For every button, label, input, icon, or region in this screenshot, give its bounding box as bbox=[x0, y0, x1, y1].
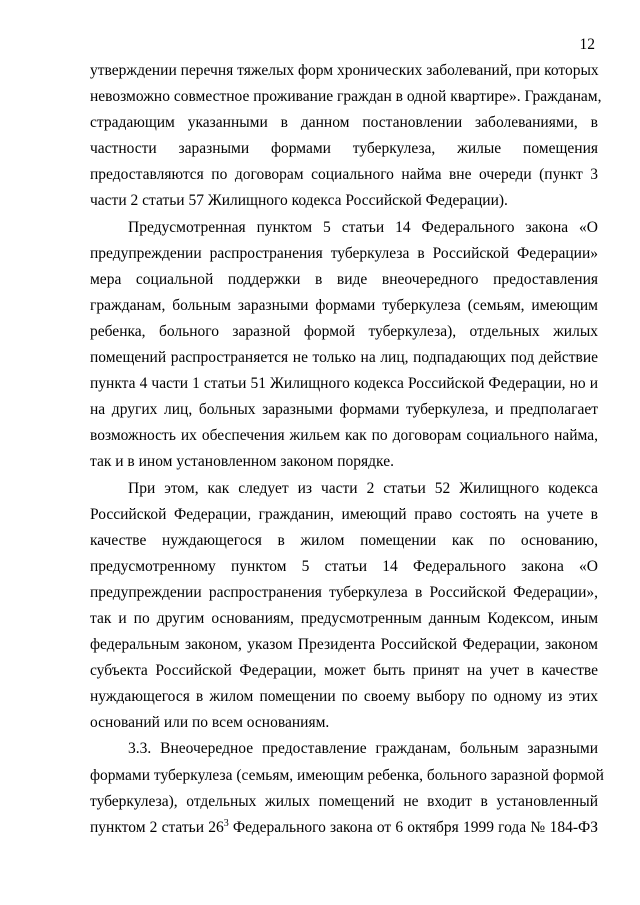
text-line: невозможно совместное проживание граждан в одной квартире». Гражданам, bbox=[90, 88, 602, 106]
text-line: субъекта Российской Федерации, может быть принят на учет в качестве bbox=[90, 662, 598, 680]
text-line: ребенка, больного заразной формой туберкулеза), отдельных жилых bbox=[90, 322, 598, 340]
text-line: части 2 статьи 57 Жилищного кодекса Российской Федерации). bbox=[90, 192, 508, 210]
text-fragment: пунктом 2 статьи 26 bbox=[90, 818, 224, 836]
text-line: помещений распространяется не только на лиц, подпадающих под действие bbox=[90, 349, 598, 367]
text-line: на других лиц, больных заразными формами туберкулеза, и предполагает bbox=[90, 401, 598, 419]
text-line: предоставляются по договорам социального найма вне очереди (пункт 3 bbox=[90, 166, 598, 184]
text-line: утверждении перечня тяжелых форм хронических заболеваний, при которых bbox=[90, 62, 599, 79]
text-line: Российской Федерации, гражданин, имеющий право состоять на учете в bbox=[90, 505, 598, 523]
text-line: оснований или по всем основаниям. bbox=[90, 714, 330, 732]
text-fragment: Федерального закона от 6 октября 1999 года № 184-ФЗ bbox=[228, 818, 598, 836]
text-line: мера социальной поддержки в виде внеочередного предоставления bbox=[90, 270, 598, 288]
text-line: При этом, как следует из части 2 статьи 52 Жилищного кодекса bbox=[128, 479, 598, 497]
text-line: страдающим указанными в данном постановлении заболеваниями, в bbox=[90, 114, 598, 132]
text-line: пункта 4 части 1 статьи 51 Жилищного кодекса Российской Федерации, но и bbox=[90, 375, 598, 393]
text-line: предусмотренному пунктом 5 статьи 14 Федерального закона «О bbox=[90, 557, 598, 575]
text-line: гражданам, больным заразными формами туберкулеза (семьям, имеющим bbox=[90, 296, 598, 314]
text-line bbox=[90, 815, 598, 841]
paragraph bbox=[90, 476, 598, 737]
article-superscript: 3 bbox=[223, 817, 229, 829]
text-line: формами туберкулеза (семьям, имеющим ребенка, больного заразной формой bbox=[90, 766, 604, 784]
page-number: 12 bbox=[579, 36, 595, 53]
text-line: возможность их обеспечения жильем как по договорам социального найма, bbox=[90, 427, 598, 445]
text-line: предупреждении распространения туберкулеза в Российской Федерации» bbox=[90, 244, 598, 262]
text-line: федеральным законом, указом Президента Российской Федерации, законом bbox=[90, 636, 598, 654]
text-line: качестве нуждающегося в жилом помещении как по основанию, bbox=[90, 531, 598, 549]
paragraph bbox=[90, 58, 602, 215]
text-line: частности заразными формами туберкулеза, жилые помещения bbox=[90, 140, 598, 158]
text-line: туберкулеза), отдельных жилых помещений не входит в установленный bbox=[90, 792, 598, 810]
text-line: нуждающегося в жилом помещении по своему выбору по одному из этих bbox=[90, 688, 598, 706]
document-body bbox=[90, 58, 604, 841]
paragraph bbox=[90, 736, 604, 840]
text-line: так и по другим основаниям, предусмотренным данным Кодексом, иным bbox=[90, 609, 598, 627]
text-line: так и в ином установленном законом порядке. bbox=[90, 453, 394, 471]
paragraph bbox=[90, 215, 598, 476]
text-line: предупреждении распространения туберкулеза в Российской Федерации», bbox=[90, 583, 598, 601]
text-line: 3.3. Внеочередное предоставление гражданам, больным заразными bbox=[128, 740, 598, 758]
text-line: Предусмотренная пунктом 5 статьи 14 Федерального закона «О bbox=[128, 218, 598, 236]
